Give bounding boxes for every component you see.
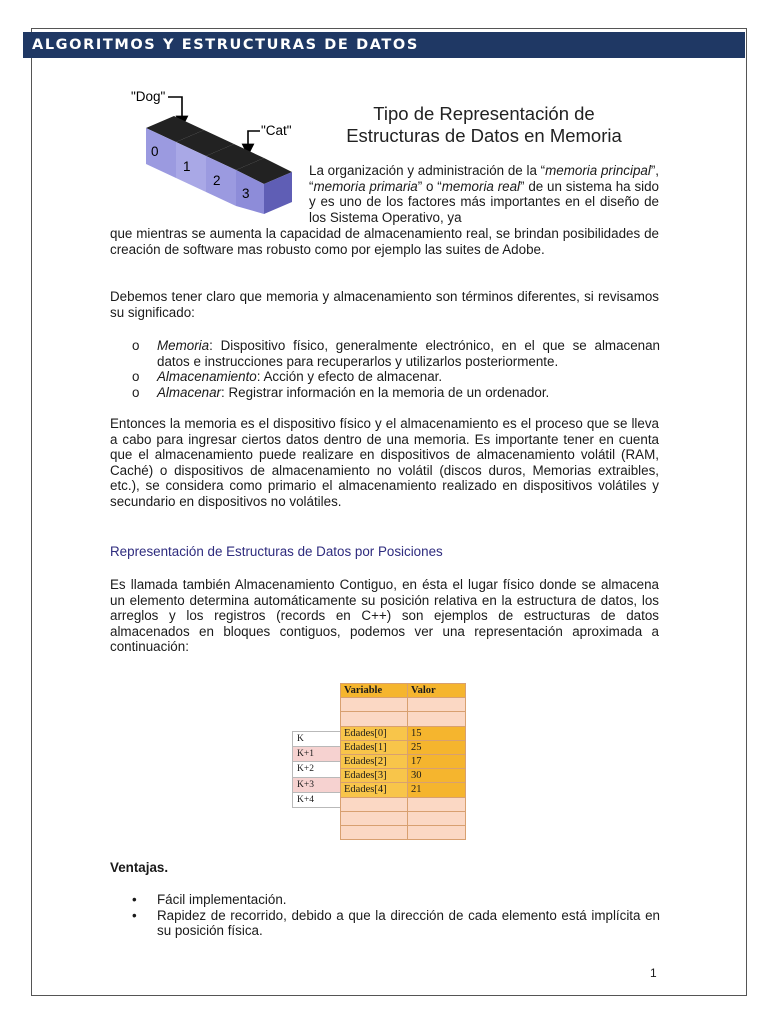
table-header-row — [341, 684, 466, 698]
term: Almacenamiento — [157, 369, 257, 385]
variable-cell: Edades[1] — [341, 740, 408, 754]
definitions-list — [110, 338, 660, 400]
cell-index-0: 0 — [151, 144, 159, 159]
table-row — [341, 811, 466, 825]
index-cell: K+3 — [293, 777, 341, 792]
column-header: Valor — [408, 684, 466, 698]
intro-text: La organización y administración de la “ — [309, 163, 546, 178]
intro-term: memoria real — [441, 178, 521, 194]
variable-cell: Edades[3] — [341, 769, 408, 783]
index-row — [293, 792, 341, 807]
cell-index-2: 2 — [213, 173, 221, 188]
definition: : Dispositivo físico, generalmente electrónico, en el que se almacenan datos e instrucciones para recuperarlos y utilizarlos posteriormente. — [157, 338, 660, 369]
table-row — [341, 825, 466, 839]
paragraph-2: Debemos tener claro que memoria y almacenamiento son términos diferentes, si revisamos su significado: — [110, 289, 659, 320]
table-row — [341, 797, 466, 811]
section-title: Representación de Estructuras de Datos por Posiciones — [110, 544, 443, 559]
label-cat: "Cat" — [261, 123, 292, 138]
page-number: 1 — [650, 966, 657, 980]
memory-table — [340, 683, 466, 840]
table-row — [341, 754, 466, 768]
label-dog: "Dog" — [131, 89, 166, 104]
cat-arrow — [248, 131, 260, 150]
list-item — [110, 908, 660, 939]
value-cell: 30 — [408, 769, 466, 783]
intro-text: ” de un sistema ha sido y es uno de los factores más importantes en el diseño de los Sistema Operativo, ya — [309, 178, 660, 225]
document-header — [23, 32, 745, 58]
list-item — [110, 892, 660, 908]
list-item — [110, 385, 660, 401]
definition: : Acción y efecto de almacenar. — [256, 369, 443, 385]
list-item — [110, 369, 660, 385]
index-cell: K — [293, 732, 341, 747]
intro-text: ” o “ — [417, 178, 442, 194]
table-row — [341, 783, 466, 797]
intro-text: ”, “ — [309, 163, 659, 194]
index-table — [292, 731, 341, 808]
intro-paragraph — [309, 163, 659, 225]
document-title — [318, 103, 650, 147]
index-row — [293, 762, 341, 777]
ventajas-heading: Ventajas. — [110, 860, 169, 875]
ventajas-list — [110, 892, 660, 939]
value-cell: 21 — [408, 783, 466, 797]
list-marker: o — [132, 384, 140, 400]
variable-cell: Edades[0] — [341, 726, 408, 740]
index-cell: K+1 — [293, 747, 341, 762]
value-cell: 25 — [408, 740, 466, 754]
title-line-1: Tipo de Representación de — [373, 103, 595, 124]
cell-index-1: 1 — [183, 159, 191, 174]
intro-term: memoria principal — [545, 163, 651, 178]
list-item-text: Fácil implementación. — [157, 892, 287, 907]
term: Memoria — [157, 338, 210, 353]
index-row — [293, 777, 341, 792]
list-marker: o — [132, 369, 140, 385]
table-row — [341, 698, 466, 712]
intro-term: memoria primaria — [313, 178, 418, 194]
cell-index-3: 3 — [242, 186, 250, 201]
table-row — [341, 769, 466, 783]
index-cell: K+2 — [293, 762, 341, 777]
variable-cell: Edades[2] — [341, 754, 408, 768]
paragraph-4: Es llamada también Almacenamiento Contiguo, en ésta el lugar físico donde se almacena un elemento determina automáticamente su posición relativa en la estructura de datos, los arreglos y los registros (records en C++) son ejemplos de estructuras de datos almacenados en bloques contiguos, podemos ver una representación aproximada a continuación: — [110, 577, 659, 655]
index-cell: K+4 — [293, 792, 341, 807]
column-header: Variable — [341, 684, 408, 698]
table-row — [341, 726, 466, 740]
bullet-marker: • — [132, 892, 137, 907]
list-item-text: Rapidez de recorrido, debido a que la dirección de cada elemento está implícita en su posición física. — [157, 907, 660, 939]
variable-cell: Edades[4] — [341, 783, 408, 797]
intro-continued: que mientras se aumenta la capacidad de almacenamiento real, se brindan posibilidades de creación de software mas robusto como por ejemplo las suites de Adobe. — [110, 226, 659, 257]
value-cell: 15 — [408, 726, 466, 740]
list-marker: o — [132, 338, 140, 353]
value-cell: 17 — [408, 754, 466, 768]
index-row — [293, 747, 341, 762]
definition: : Registrar información en la memoria de un ordenador. — [221, 384, 550, 400]
paragraph-3: Entonces la memoria es el dispositivo físico y el almacenamiento es el proceso que se lleva a cabo para ingresar ciertos datos dentro de una memoria. Es importante tener en cuenta que el almacenamiento puede realizare en dispositivos de almacenamiento volátil (RAM, Caché) o dispositivos de almacenamiento no volátil (discos duros, Memorias extraibles, etc.), se considera como primario el almacenamiento realizado en dispositivos volátiles y secundario en dispositivos no volátiles. — [110, 416, 659, 509]
title-line-2: Estructuras de Datos en Memoria — [346, 125, 622, 146]
bullet-marker: • — [132, 907, 137, 923]
table-row — [341, 712, 466, 726]
header-title: ALGORITMOS Y ESTRUCTURAS DE DATOS — [32, 37, 419, 53]
term: Almacenar — [157, 384, 222, 400]
table-row — [341, 740, 466, 754]
memory-cells-figure — [120, 84, 310, 219]
index-row — [293, 732, 341, 747]
list-item — [110, 338, 660, 369]
